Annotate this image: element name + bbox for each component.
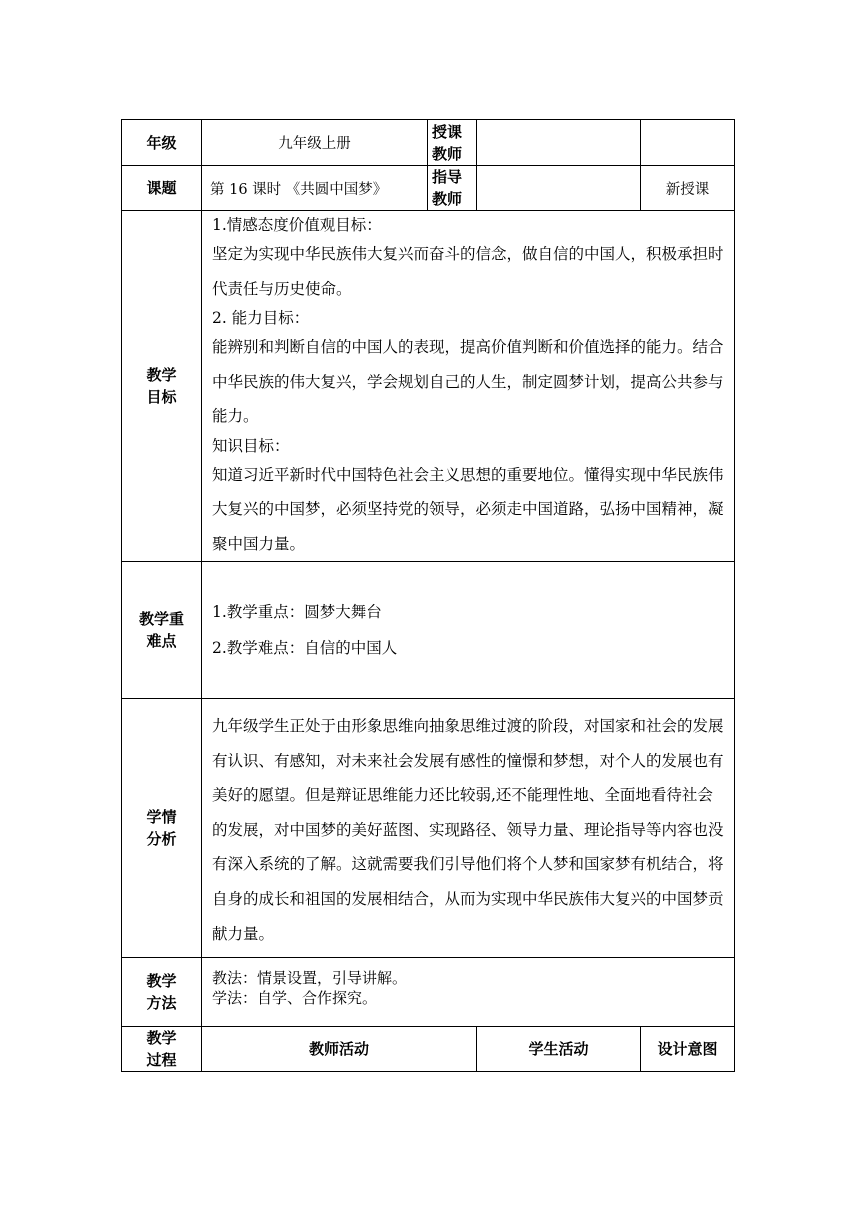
methods-label: 教学方法 [122,958,202,1027]
key-points-content [202,562,735,699]
teacher-label: 授课教师 [428,120,477,166]
teaching-focus: 1.教学重点：圆梦大舞台 [212,603,382,621]
key-points-label: 教学重难点 [122,562,202,699]
learning-method: 学法：自学、合作探究。 [212,989,378,1007]
teaching-difficulty: 2.教学难点：自信的中国人 [212,639,398,657]
row-process [122,1027,735,1072]
ability-goal-body: 能辨别和判断自信的中国人的表现，提高价值判断和价值选择的能力。结合中华民族的伟大复兴，学会规划自己的人生，制定圆梦计划，提高公共参与能力。 [212,338,724,425]
analysis-label: 学情分析 [122,699,202,958]
advisor-label: 指导教师 [428,166,477,211]
teacher-value [477,120,641,166]
advisor-value [477,166,641,211]
design-intent-header: 设计意图 [641,1027,735,1072]
row-grade [122,120,735,166]
teaching-method: 教法：情景设置，引导讲解。 [212,969,408,987]
topic-label: 课题 [122,166,202,211]
process-label: 教学过程 [122,1027,202,1072]
lesson-type: 新授课 [641,166,735,211]
grade-value: 九年级上册 [202,120,428,166]
objectives-label: 教学目标 [122,211,202,562]
row-analysis [122,699,735,958]
row-topic [122,166,735,211]
objectives-content [202,211,735,562]
knowledge-goal-title: 知识目标： [212,436,290,455]
lesson-plan-table [121,119,735,1072]
emotion-goal-body: 坚定为实现中华民族伟大复兴而奋斗的信念，做自信的中国人，积极承担时代责任与历史使命。 [212,245,724,298]
analysis-body: 九年级学生正处于由形象思维向抽象思维过渡的阶段，对国家和社会的发展有认识、有感知，对未来社会发展有感性的憧憬和梦想，对个人的发展也有美好的愿望。但是辩证思维能力还比较弱,还不能理性地、全面地看待社会的发展，对中国梦的美好蓝图、实现路径、领导力量、理论指导等内容也没有深入系统的了解。这就需要我们引导他们将个人梦和国家梦有机结合，将自身的成长和祖国的发展相结合，从而为实现中华民族伟大复兴的中国梦贡献力量。 [202,699,735,958]
methods-content [202,958,735,1027]
topic-value: 第 16 课时 《共圆中国梦》 [202,166,428,211]
row-methods [122,958,735,1027]
teacher-activity-header: 教师活动 [202,1027,477,1072]
emotion-goal-title: 1.情感态度价值观目标： [212,216,382,234]
knowledge-goal-body: 知道习近平新时代中国特色社会主义思想的重要地位。懂得实现中华民族伟大复兴的中国梦，必须坚持党的领导，必须走中国道路，弘扬中国精神，凝聚中国力量。 [212,465,724,553]
ability-goal-title: 2. 能力目标： [212,309,310,327]
row-objectives [122,211,735,562]
grade-label: 年级 [122,120,202,166]
student-activity-header: 学生活动 [477,1027,641,1072]
extra-value [641,120,735,166]
row-key-points [122,562,735,699]
